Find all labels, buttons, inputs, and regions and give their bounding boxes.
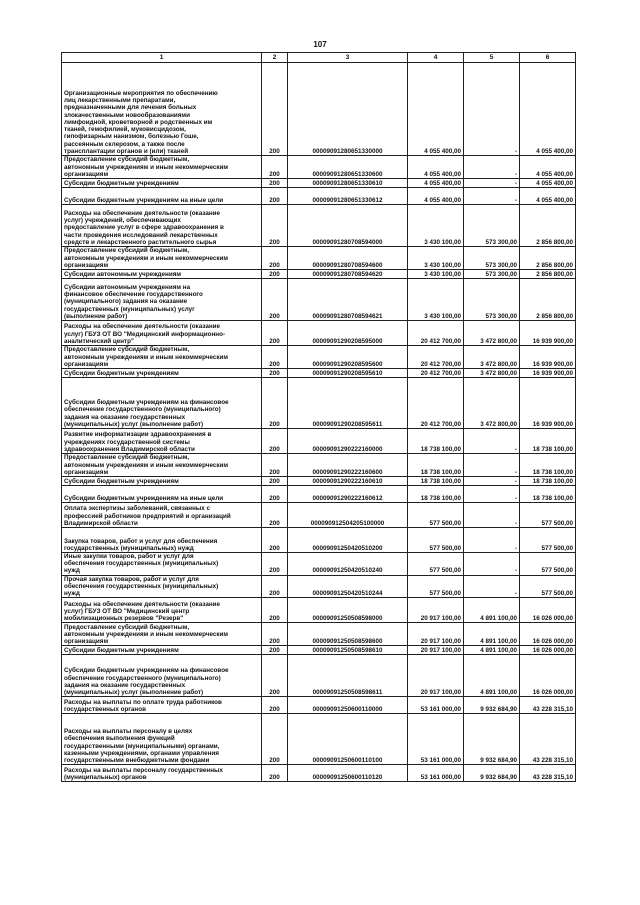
row-approved-cell: 53 161 000,00: [408, 697, 464, 714]
row-code-cell: 00009091250600110000: [288, 697, 408, 714]
row-total-cell: 16 939 900,00: [520, 378, 576, 429]
row-code-cell: 00009091250508598000: [288, 598, 408, 623]
row-code-cell: 00009091280708594620: [288, 270, 408, 279]
row-name-cell: Оплата экспертизы заболеваний, связанных с профессией работников предприятий и организаций Владимирской области: [62, 503, 262, 528]
row-ved-cell: 200: [262, 553, 288, 576]
table-row: [62, 346, 576, 369]
row-total-cell: 4 055 400,00: [520, 179, 576, 188]
row-code-cell: 00009091250600110120: [288, 765, 408, 782]
row-name-cell: Расходы на выплаты персоналу в целях обеспечения выполнения функций государственными (муниципальными) органами, казенными учреждениями, органами управления государственными внебюджетными фондами: [62, 714, 262, 765]
row-ved-cell: 200: [262, 503, 288, 528]
row-ved-cell: 200: [262, 598, 288, 623]
row-name-cell: Субсидии бюджетным учреждениям: [62, 646, 262, 655]
row-name-cell: Предоставление субсидий бюджетным, автономным учреждениям и иным некоммерческим организациям: [62, 454, 262, 477]
row-ved-cell: 200: [262, 247, 288, 270]
row-approved-cell: 18 738 100,00: [408, 454, 464, 477]
table-row: [62, 279, 576, 321]
row-change-cell: 3 472 800,00: [464, 321, 520, 346]
row-code-cell: 00009091290222160610: [288, 477, 408, 486]
row-change-cell: 9 932 684,90: [464, 714, 520, 765]
row-ved-cell: 200: [262, 528, 288, 553]
row-ved-cell: 200: [262, 765, 288, 782]
table-row: [62, 156, 576, 179]
row-total-cell: 43 228 315,10: [520, 714, 576, 765]
row-approved-cell: 577 500,00: [408, 553, 464, 576]
table-row: [62, 598, 576, 623]
row-approved-cell: 20 412 700,00: [408, 321, 464, 346]
row-ved-cell: 200: [262, 623, 288, 646]
table-row: [62, 270, 576, 279]
row-name-cell: Субсидии бюджетным учреждениям: [62, 369, 262, 378]
row-code-cell: 00009091250420510200: [288, 528, 408, 553]
page-number: 107: [313, 40, 327, 49]
row-ved-cell: 200: [262, 205, 288, 247]
row-change-cell: 573 300,00: [464, 205, 520, 247]
row-total-cell: 2 856 800,00: [520, 247, 576, 270]
table-row: [62, 503, 576, 528]
row-code-cell: 00009091250600110100: [288, 714, 408, 765]
table-row: [62, 247, 576, 270]
header-cell: 3: [288, 53, 408, 63]
row-name-cell: Субсидии бюджетным учреждениям: [62, 179, 262, 188]
row-approved-cell: 20 412 700,00: [408, 378, 464, 429]
row-name-cell: Расходы на выплаты персоналу государственных (муниципальных) органов: [62, 765, 262, 782]
budget-table: [61, 52, 576, 782]
row-approved-cell: 20 917 100,00: [408, 598, 464, 623]
row-code-cell: 00009091290222160612: [288, 486, 408, 503]
row-total-cell: 577 500,00: [520, 575, 576, 598]
row-name-cell: Субсидии бюджетным учреждениям на иные цели: [62, 486, 262, 503]
row-total-cell: 577 500,00: [520, 553, 576, 576]
row-change-cell: 4 891 100,00: [464, 646, 520, 655]
row-name-cell: Субсидии автономным учреждениям на финансовое обеспечение государственного (муниципального) задания на оказание государственных (муниципальных) услуг (выполнение работ): [62, 279, 262, 321]
row-change-cell: -: [464, 188, 520, 205]
row-code-cell: 00009091280651330612: [288, 188, 408, 205]
row-approved-cell: 4 055 400,00: [408, 156, 464, 179]
row-change-cell: 3 472 800,00: [464, 369, 520, 378]
row-change-cell: -: [464, 454, 520, 477]
row-total-cell: 43 228 315,10: [520, 697, 576, 714]
row-name-cell: Субсидии бюджетным учреждениям: [62, 477, 262, 486]
row-change-cell: 9 932 684,90: [464, 697, 520, 714]
row-total-cell: 43 228 315,10: [520, 765, 576, 782]
row-approved-cell: 4 055 400,00: [408, 63, 464, 156]
row-change-cell: -: [464, 575, 520, 598]
table-row: [62, 179, 576, 188]
row-approved-cell: 3 430 100,00: [408, 279, 464, 321]
row-approved-cell: 3 430 100,00: [408, 205, 464, 247]
row-change-cell: 9 932 684,90: [464, 765, 520, 782]
row-approved-cell: 577 500,00: [408, 528, 464, 553]
row-code-cell: 00009091280651330610: [288, 179, 408, 188]
header-cell: 4: [408, 53, 464, 63]
row-approved-cell: 18 738 100,00: [408, 429, 464, 454]
row-name-cell: Предоставление субсидий бюджетным, автономным учреждениям и иным некоммерческим организациям: [62, 247, 262, 270]
row-ved-cell: 200: [262, 179, 288, 188]
row-change-cell: -: [464, 477, 520, 486]
row-code-cell: 000090912504205100000: [288, 503, 408, 528]
row-change-cell: -: [464, 63, 520, 156]
table-row: [62, 429, 576, 454]
row-ved-cell: 200: [262, 429, 288, 454]
row-ved-cell: 200: [262, 321, 288, 346]
row-total-cell: 16 939 900,00: [520, 369, 576, 378]
table-row: [62, 63, 576, 156]
row-change-cell: -: [464, 503, 520, 528]
row-name-cell: Прочая закупка товаров, работ и услуг для обеспечения государственных (муниципальных) нужд: [62, 575, 262, 598]
row-approved-cell: 4 055 400,00: [408, 188, 464, 205]
row-change-cell: 4 891 100,00: [464, 623, 520, 646]
row-ved-cell: 200: [262, 369, 288, 378]
row-change-cell: -: [464, 156, 520, 179]
table-row: [62, 477, 576, 486]
row-name-cell: Развитие информатизации здравоохранения в учреждениях государственной системы здравоохранения Владимирской области: [62, 429, 262, 454]
row-code-cell: 00009091280651330000: [288, 63, 408, 156]
row-ved-cell: 200: [262, 188, 288, 205]
row-code-cell: 00009091250420510244: [288, 575, 408, 598]
row-code-cell: 00009091280651330600: [288, 156, 408, 179]
row-ved-cell: 200: [262, 156, 288, 179]
row-change-cell: 3 472 800,00: [464, 346, 520, 369]
table-row: [62, 378, 576, 429]
row-code-cell: 00009091290208595600: [288, 346, 408, 369]
row-change-cell: 4 891 100,00: [464, 655, 520, 697]
row-ved-cell: 200: [262, 454, 288, 477]
row-change-cell: 4 891 100,00: [464, 598, 520, 623]
row-total-cell: 2 856 800,00: [520, 279, 576, 321]
row-ved-cell: 200: [262, 714, 288, 765]
row-total-cell: 18 738 100,00: [520, 454, 576, 477]
row-change-cell: -: [464, 486, 520, 503]
row-code-cell: 00009091250508598610: [288, 646, 408, 655]
row-change-cell: -: [464, 179, 520, 188]
table-row: [62, 697, 576, 714]
table-row: [62, 528, 576, 553]
row-approved-cell: 3 430 100,00: [408, 247, 464, 270]
row-code-cell: 00009091290208595000: [288, 321, 408, 346]
row-name-cell: Субсидии бюджетным учреждениям на иные цели: [62, 188, 262, 205]
row-code-cell: 00009091290208595610: [288, 369, 408, 378]
table-row: [62, 655, 576, 697]
row-approved-cell: 20 412 700,00: [408, 369, 464, 378]
header-cell: 1: [62, 53, 262, 63]
row-name-cell: Субсидии автономным учреждениям: [62, 270, 262, 279]
table-row: [62, 765, 576, 782]
row-total-cell: 16 026 000,00: [520, 598, 576, 623]
row-change-cell: -: [464, 429, 520, 454]
row-name-cell: Предоставление субсидий бюджетным, автономным учреждениям и иным некоммерческим организациям: [62, 156, 262, 179]
row-approved-cell: 4 055 400,00: [408, 179, 464, 188]
table-row: [62, 714, 576, 765]
table-row: [62, 646, 576, 655]
row-approved-cell: 20 917 100,00: [408, 646, 464, 655]
row-name-cell: Расходы на обеспечение деятельности (оказание услуг) ГБУЗ ОТ ВО "Медицинский информационно- аналитический центр": [62, 321, 262, 346]
row-ved-cell: 200: [262, 378, 288, 429]
row-name-cell: Иные закупки товаров, работ и услуг для обеспечения государственных (муниципальных) нужд: [62, 553, 262, 576]
row-ved-cell: 200: [262, 486, 288, 503]
row-total-cell: 16 026 000,00: [520, 646, 576, 655]
row-approved-cell: 20 917 100,00: [408, 655, 464, 697]
row-name-cell: Расходы на обеспечение деятельности (оказание услуг) ГБУЗ ОТ ВО "Медицинский центр мобилизационных резервов "Резерв": [62, 598, 262, 623]
row-total-cell: 4 055 400,00: [520, 156, 576, 179]
row-change-cell: 573 300,00: [464, 279, 520, 321]
table-row: [62, 188, 576, 205]
row-name-cell: Предоставление субсидий бюджетным, автономным учреждениям и иным некоммерческим организациям: [62, 623, 262, 646]
row-code-cell: 00009091250508598600: [288, 623, 408, 646]
row-approved-cell: 577 500,00: [408, 575, 464, 598]
row-total-cell: 18 738 100,00: [520, 477, 576, 486]
row-name-cell: Закупка товаров, работ и услуг для обеспечения государственных (муниципальных) нужд: [62, 528, 262, 553]
header-cell: 6: [520, 53, 576, 63]
header-cell: 5: [464, 53, 520, 63]
row-code-cell: 00009091280708594000: [288, 205, 408, 247]
row-ved-cell: 200: [262, 655, 288, 697]
row-approved-cell: 18 738 100,00: [408, 477, 464, 486]
row-code-cell: 00009091250508598611: [288, 655, 408, 697]
row-name-cell: Субсидии бюджетным учреждениям на финансовое обеспечение государственного (муниципального) задания на оказание государственных (муниципальных) услуг (выполнение работ): [62, 655, 262, 697]
table-row: [62, 575, 576, 598]
row-total-cell: 16 026 000,00: [520, 655, 576, 697]
row-change-cell: 573 300,00: [464, 270, 520, 279]
row-ved-cell: 200: [262, 697, 288, 714]
row-total-cell: 16 939 900,00: [520, 321, 576, 346]
row-code-cell: 00009091290222160000: [288, 429, 408, 454]
table-row: [62, 321, 576, 346]
header-cell: 2: [262, 53, 288, 63]
row-ved-cell: 200: [262, 646, 288, 655]
row-total-cell: 18 738 100,00: [520, 486, 576, 503]
row-total-cell: 16 026 000,00: [520, 623, 576, 646]
table-row: [62, 553, 576, 576]
row-ved-cell: 200: [262, 270, 288, 279]
table-row: [62, 486, 576, 503]
row-ved-cell: 200: [262, 346, 288, 369]
row-total-cell: 16 939 900,00: [520, 346, 576, 369]
row-approved-cell: 18 738 100,00: [408, 486, 464, 503]
row-change-cell: 573 300,00: [464, 247, 520, 270]
row-total-cell: 2 856 800,00: [520, 205, 576, 247]
row-code-cell: 00009091290208595611: [288, 378, 408, 429]
row-approved-cell: 53 161 000,00: [408, 765, 464, 782]
row-approved-cell: 3 430 100,00: [408, 270, 464, 279]
row-total-cell: 577 500,00: [520, 528, 576, 553]
row-change-cell: 3 472 800,00: [464, 378, 520, 429]
row-name-cell: Расходы на обеспечение деятельности (оказание услуг) учреждений, обеспечивающих предоставление услуг в сфере здравоохранения в части проведения исследований лекарственных средств и лекарственного растительного сырья: [62, 205, 262, 247]
row-change-cell: -: [464, 553, 520, 576]
row-approved-cell: 53 161 000,00: [408, 714, 464, 765]
row-approved-cell: 20 917 100,00: [408, 623, 464, 646]
row-name-cell: Предоставление субсидий бюджетным, автономным учреждениям и иным некоммерческим организациям: [62, 346, 262, 369]
row-code-cell: 00009091280708594621: [288, 279, 408, 321]
table-row: [62, 454, 576, 477]
table-row: [62, 205, 576, 247]
row-name-cell: Организационные мероприятия по обеспечению лиц лекарственными препаратами, предназначенными для лечения больных злокачественными новообразованиями лимфоидной, кроветворной и родственных им тканей, гемофилией, муковисцидозом, гипофизарным нанизмом, болезнью Гоше, рассеянным склерозом, а также после трансплантации органов и (или) тканей: [62, 63, 262, 156]
row-total-cell: 2 856 800,00: [520, 270, 576, 279]
row-ved-cell: 200: [262, 63, 288, 156]
table-row: [62, 369, 576, 378]
row-total-cell: 4 055 400,00: [520, 188, 576, 205]
row-name-cell: Субсидии бюджетным учреждениям на финансовое обеспечение государственного (муниципального) задания на оказание государственных (муниципальных) услуг (выполнение работ): [62, 378, 262, 429]
row-change-cell: -: [464, 528, 520, 553]
header-row: [62, 53, 576, 63]
row-approved-cell: 20 412 700,00: [408, 346, 464, 369]
row-ved-cell: 200: [262, 477, 288, 486]
row-approved-cell: 577 500,00: [408, 503, 464, 528]
row-name-cell: Расходы на выплаты по оплате труда работников государственных органов: [62, 697, 262, 714]
row-code-cell: 00009091290222160600: [288, 454, 408, 477]
row-ved-cell: 200: [262, 279, 288, 321]
row-total-cell: 4 055 400,00: [520, 63, 576, 156]
row-code-cell: 00009091250420510240: [288, 553, 408, 576]
row-ved-cell: 200: [262, 575, 288, 598]
table-row: [62, 623, 576, 646]
row-total-cell: 577 500,00: [520, 503, 576, 528]
row-total-cell: 18 738 100,00: [520, 429, 576, 454]
row-code-cell: 00009091280708594600: [288, 247, 408, 270]
